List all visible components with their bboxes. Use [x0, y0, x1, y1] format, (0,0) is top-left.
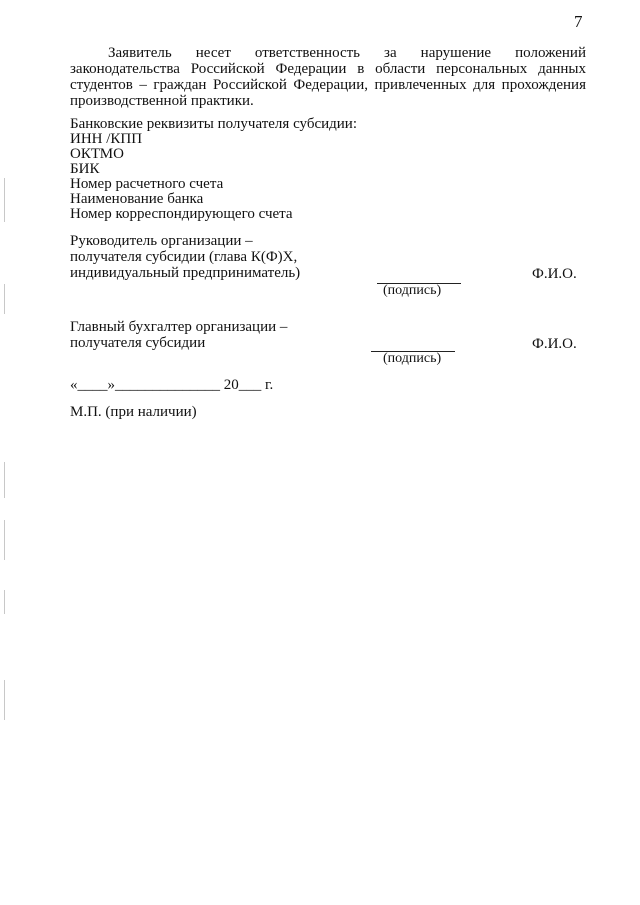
bank-field-bik: БИК	[70, 161, 100, 177]
scan-margin-mark	[4, 590, 5, 614]
head-signature-fio: Ф.И.О.	[532, 266, 577, 282]
head-signature-label-line: Руководитель организации –	[70, 233, 253, 249]
bank-field-bank-name: Наименование банка	[70, 191, 204, 207]
accountant-signature-label	[70, 319, 287, 351]
accountant-signature-label-line: получателя субсидии	[70, 335, 206, 351]
scan-margin-mark	[4, 520, 5, 560]
head-signature-label	[70, 233, 300, 281]
scan-margin-mark	[4, 462, 5, 498]
bank-details	[70, 117, 357, 222]
scan-margin-mark	[4, 680, 5, 720]
scan-margin-mark	[4, 178, 5, 222]
date-line: «____»______________ 20___ г.	[70, 377, 274, 393]
scan-margin-mark	[4, 284, 5, 314]
head-signature-label-line: индивидуальный предприниматель)	[70, 265, 301, 281]
bank-field-account-number: Номер расчетного счета	[70, 176, 224, 192]
bank-field-correspondent-account: Номер корреспондирующего счета	[70, 206, 293, 222]
head-signature-caption: (подпись)	[383, 283, 442, 298]
page-number: 7	[574, 12, 583, 31]
seal-note: М.П. (при наличии)	[70, 404, 197, 420]
bank-details-heading: Банковские реквизиты получателя субсидии:	[70, 116, 357, 132]
accountant-signature-label-line: Главный бухгалтер организации –	[70, 319, 288, 335]
intro-paragraph: Заявитель несет ответственность за нарушение положений законодательства Российской Федерации в области персональных данных студентов – граждан Российской Федерации, привлеченных для прохождения производственной практики.	[70, 45, 586, 109]
accountant-signature-caption: (подпись)	[383, 351, 442, 366]
bank-field-inn-kpp: ИНН /КПП	[70, 131, 143, 147]
accountant-signature-fio: Ф.И.О.	[532, 336, 577, 352]
head-signature-label-line: получателя субсидии (глава К(Ф)Х,	[70, 249, 298, 265]
bank-field-oktmo: ОКТМО	[70, 146, 124, 162]
